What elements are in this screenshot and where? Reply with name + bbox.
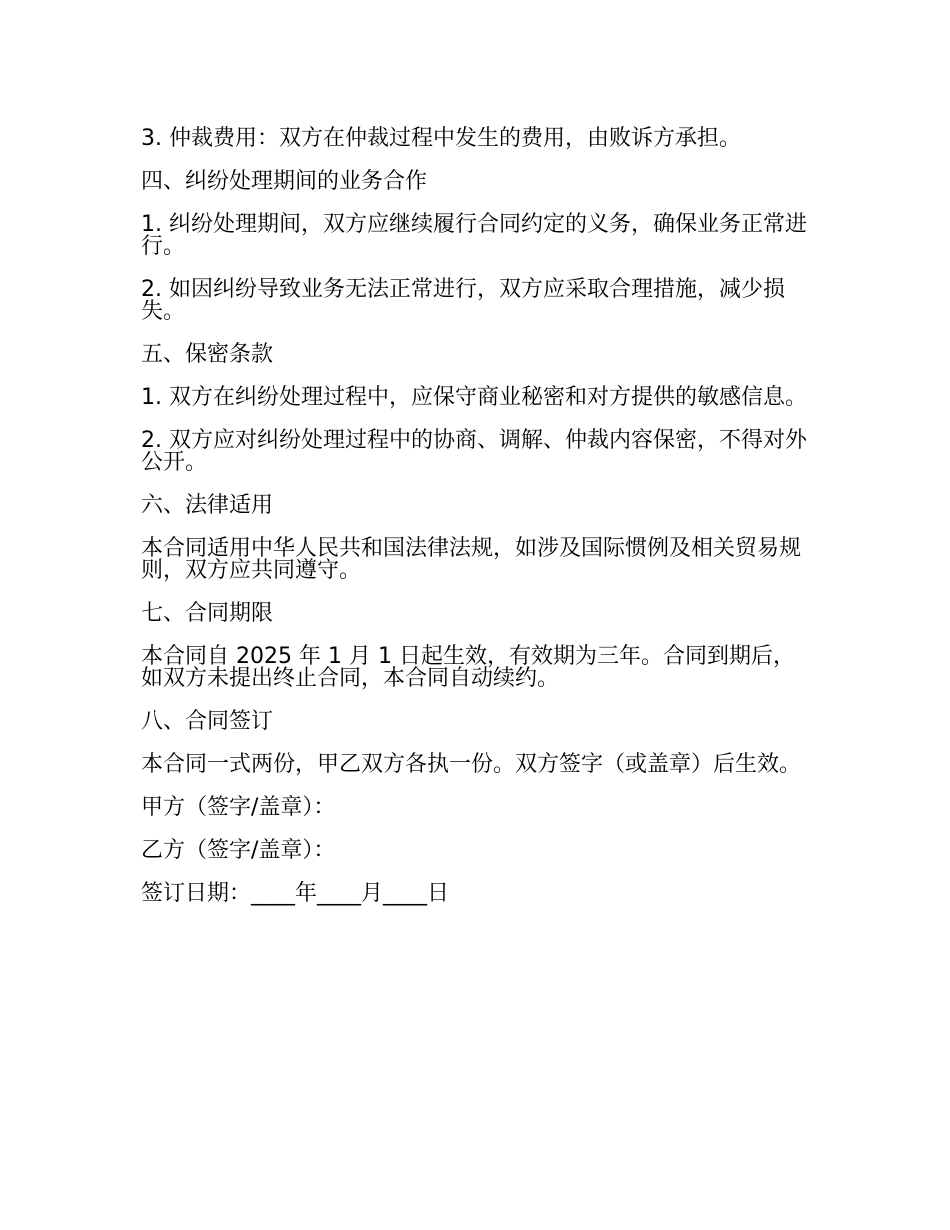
clause-applicable-law: 本合同适用中华人民共和国法律法规，如涉及国际惯例及相关贸易规则，双方应共同遵守。 xyxy=(141,536,802,583)
clause-keep-secrets: 1. 双方在纠纷处理过程中，应保守商业秘密和对方提供的敏感信息。 xyxy=(141,385,807,410)
section-heading-signing: 八、合同签订 xyxy=(141,709,274,734)
clause-arbitration-fees: 3. 仲裁费用：双方在仲裁过程中发生的费用，由败诉方承担。 xyxy=(141,126,741,151)
clause-contract-term: 本合同自 2025 年 1 月 1 日起生效，有效期为三年。合同到期后，如双方未提出终止合同，本合同自动续约。 xyxy=(141,644,795,691)
document-body xyxy=(141,128,813,926)
section-heading-contract-term: 七、合同期限 xyxy=(141,601,274,626)
section-heading-applicable-law: 六、法律适用 xyxy=(141,493,274,518)
party-b-signature-line: 乙方（签字/盖章）： xyxy=(141,838,336,863)
section-heading-confidentiality: 五、保密条款 xyxy=(141,342,274,367)
section-heading-business-cooperation: 四、纠纷处理期间的业务合作 xyxy=(141,169,428,194)
party-a-signature-line: 甲方（签字/盖章）： xyxy=(141,795,336,820)
clause-continue-obligations: 1. 纠纷处理期间，双方应继续履行合同约定的义务，确保业务正常进行。 xyxy=(141,212,807,259)
clause-signing: 本合同一式两份，甲乙双方各执一份。双方签字（或盖章）后生效。 xyxy=(141,752,802,777)
clause-reduce-losses: 2. 如因纠纷导致业务无法正常进行，双方应采取合理措施，减少损失。 xyxy=(141,277,785,324)
signing-date-line: 签订日期：____年____月____日 xyxy=(141,881,450,906)
clause-keep-process-confidential: 2. 双方应对纠纷处理过程中的协商、调解、仲裁内容保密，不得对外公开。 xyxy=(141,428,807,475)
